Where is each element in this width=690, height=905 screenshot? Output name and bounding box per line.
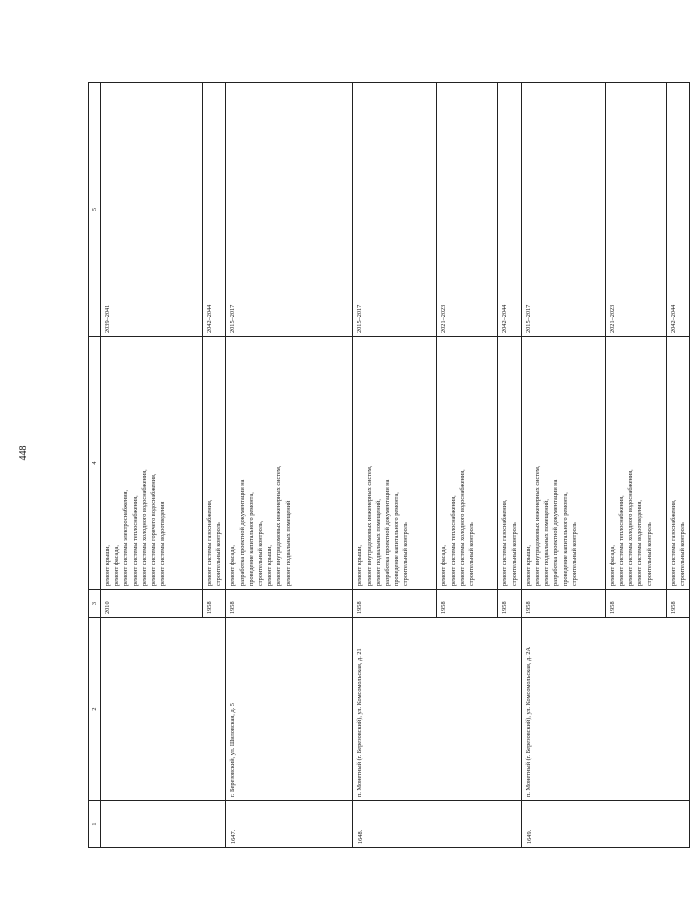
work-item: строительный контроль, bbox=[257, 520, 265, 586]
work-item: разработка проектной документации на bbox=[552, 479, 560, 586]
address-cell: г. Березовский, ул. Шиловская, д. 5 bbox=[226, 618, 353, 801]
work-item: ремонт фасада, bbox=[229, 545, 237, 586]
work-item: строительный контроль bbox=[215, 522, 223, 586]
period-cell: 2039–2041 bbox=[101, 83, 203, 337]
work-item: ремонт системы теплоснабжения, bbox=[131, 495, 139, 586]
works-cell bbox=[437, 337, 498, 590]
column-header-5: 5 bbox=[89, 83, 101, 337]
table-row bbox=[226, 83, 353, 848]
work-item: ремонт системы водоотведения, bbox=[636, 500, 644, 586]
address-cell: п. Монетный (г. Березовский), ул. Комсомольская, д. 2А bbox=[521, 618, 689, 801]
work-item: проведение капитального ремонта, bbox=[393, 492, 401, 586]
year-cell: 1958 bbox=[498, 590, 521, 618]
work-item: ремонт системы газоснабжения, bbox=[501, 499, 509, 586]
period-cell: 2015–2017 bbox=[521, 83, 605, 337]
work-item: ремонт системы газоснабжения, bbox=[206, 499, 213, 586]
table-row bbox=[353, 83, 437, 848]
period-cell: 2042–2044 bbox=[666, 83, 689, 337]
work-item: ремонт системы холодного водоснабжения, bbox=[458, 469, 466, 586]
repair-schedule-table bbox=[88, 82, 690, 848]
year-cell: 1958 bbox=[203, 590, 226, 618]
table-row bbox=[521, 83, 605, 848]
work-item: проведение капитального ремонта, bbox=[561, 492, 569, 586]
year-cell: 1958 bbox=[521, 590, 605, 618]
period-cell: 2021–2023 bbox=[605, 83, 666, 337]
work-item: ремонт крыши, bbox=[104, 544, 111, 586]
work-item: ремонт фасада, bbox=[113, 545, 121, 586]
work-item: разработка проектной документации на bbox=[238, 479, 246, 586]
works-cell bbox=[203, 337, 226, 590]
table-row bbox=[101, 83, 203, 848]
work-item: ремонт фасада, bbox=[440, 545, 448, 586]
year-cell: 2010 bbox=[101, 590, 203, 618]
period-cell: 2015–2017 bbox=[226, 83, 353, 337]
work-item: строительный контроль bbox=[679, 522, 687, 586]
year-cell: 1958 bbox=[226, 590, 353, 618]
work-item: ремонт внутридомовых инженерных систем, bbox=[534, 465, 542, 586]
works-cell bbox=[226, 337, 353, 590]
column-header-4: 4 bbox=[89, 337, 101, 590]
work-item: ремонт подвальных помещений, bbox=[374, 499, 382, 586]
work-item: строительный контроль bbox=[510, 522, 518, 586]
work-item: ремонт фасада, bbox=[608, 545, 616, 586]
works-cell bbox=[605, 337, 666, 590]
row-number: 1648. bbox=[353, 801, 521, 848]
works-cell bbox=[353, 337, 437, 590]
work-item: ремонт системы холодного водоснабжения, bbox=[627, 469, 635, 586]
rotated-table-container bbox=[88, 83, 687, 848]
work-item: ремонт системы электроснабжения, bbox=[122, 489, 130, 586]
works-cell bbox=[521, 337, 605, 590]
work-item: ремонт системы водоотведения bbox=[159, 501, 167, 586]
row-number bbox=[101, 801, 226, 848]
row-number: 1649. bbox=[521, 801, 689, 848]
work-item: ремонт крыши, bbox=[266, 544, 274, 586]
period-cell: 2015–2017 bbox=[353, 83, 437, 337]
works-cell bbox=[666, 337, 689, 590]
period-cell: 2042–2044 bbox=[498, 83, 521, 337]
period-cell: 2042–2044 bbox=[203, 83, 226, 337]
address-cell bbox=[101, 618, 226, 801]
period-cell: 2021–2023 bbox=[437, 83, 498, 337]
work-item: ремонт подвальных помещений bbox=[284, 500, 292, 586]
work-item: ремонт системы холодного водоснабжения, bbox=[140, 469, 148, 586]
year-cell: 1958 bbox=[353, 590, 437, 618]
work-item: разработка проектной документации на bbox=[384, 479, 392, 586]
year-cell: 1958 bbox=[437, 590, 498, 618]
work-item: ремонт системы теплоснабжения, bbox=[449, 495, 457, 586]
work-item: ремонт крыши, bbox=[524, 544, 532, 586]
address-cell: п. Монетный (г. Березовский), ул. Комсомольская, д. 21 bbox=[353, 618, 521, 801]
work-item: строительный контроль bbox=[645, 522, 653, 586]
work-item: ремонт внутридомовых инженерных систем, bbox=[275, 465, 283, 586]
work-item: ремонт крыши, bbox=[356, 544, 364, 586]
work-item: проведение капитального ремонта, bbox=[247, 492, 255, 586]
year-cell: 1958 bbox=[605, 590, 666, 618]
page-number: 448 bbox=[18, 445, 29, 461]
column-header-2: 2 bbox=[89, 618, 101, 801]
column-header-1: 1 bbox=[89, 801, 101, 848]
works-cell bbox=[498, 337, 521, 590]
header-row bbox=[89, 83, 101, 848]
work-item: ремонт системы горячего водоснабжения, bbox=[150, 473, 158, 586]
works-cell bbox=[101, 337, 203, 590]
work-item: строительный контроль bbox=[468, 522, 476, 586]
work-item: строительный контроль bbox=[402, 522, 410, 586]
year-cell: 1958 bbox=[666, 590, 689, 618]
work-item: ремонт системы газоснабжения, bbox=[669, 499, 677, 586]
work-item: ремонт внутридомовых инженерных систем, bbox=[365, 465, 373, 586]
work-item: строительный контроль bbox=[570, 522, 578, 586]
work-item: ремонт подвальных помещений, bbox=[543, 499, 551, 586]
work-item: ремонт системы теплоснабжения, bbox=[618, 495, 626, 586]
row-number: 1647. bbox=[226, 801, 353, 848]
column-header-3: 3 bbox=[89, 590, 101, 618]
